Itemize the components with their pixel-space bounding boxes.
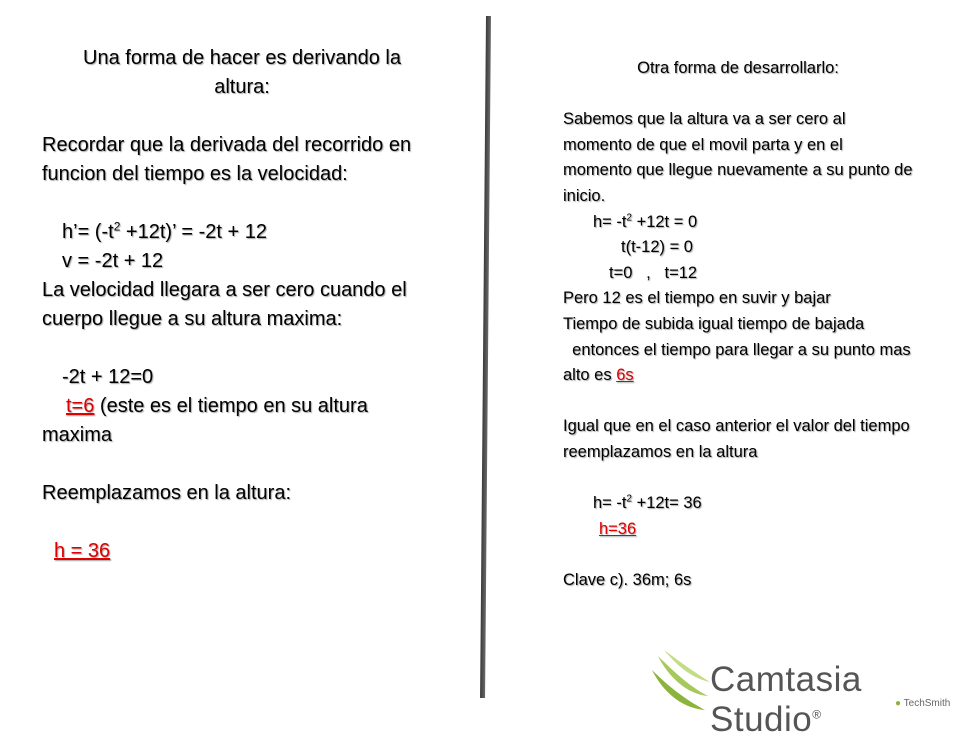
left-column (42, 44, 442, 566)
right-column (563, 56, 916, 593)
right-title: Otra forma de desarrollarlo: (637, 59, 839, 77)
techsmith-icon: ● (895, 698, 904, 709)
left-intro: Recordar que la derivada del recorrido en funcion del tiempo es la velocidad: (42, 134, 412, 185)
left-velocity-equation: v = -2t + 12 (62, 250, 164, 272)
right-roots: t=0 , t=12 (609, 263, 698, 282)
left-replace-text: Reemplazamos en la altura: (42, 482, 292, 504)
right-para-max-time: entonces el tiempo para llegar a su punto mas alto es 6s (563, 340, 916, 385)
left-title-line-2: altura: (214, 76, 270, 98)
right-final-height-equation: $h= -t^2 +12t= 36$ (593, 493, 702, 513)
left-time-value: t=6 (66, 395, 95, 417)
right-para-replace: Igual que en el caso anterior el valor del tiempo reemplazamos en la altura (563, 417, 910, 461)
left-velocity-paragraph: La velocidad llegara a ser cero cuando el cuerpo llegue a su altura maxima: (42, 279, 407, 330)
left-time-result: t=6 (este es el tiempo en su altura (66, 395, 368, 417)
right-intro: Sabemos que la altura va a ser cero al momento de que el movil parta y en el momento que llegue nuevamente a su punto de inicio. (563, 110, 913, 205)
right-final-answer: Clave c). 36m; 6s (563, 570, 692, 589)
techsmith-text: ● TechSmith (895, 698, 951, 709)
left-title-line-1: Una forma de hacer es derivando la (83, 47, 401, 69)
right-height-equation: $h= -t^2 +12t = 0$ (593, 212, 698, 231)
left-derivative-equation: h’= $(-t^2 +12t)$’ = -2t + 12 (62, 219, 267, 243)
column-divider (480, 16, 491, 698)
right-factored-equation: t(t-12) = 0 (621, 238, 693, 257)
right-time-value: 6s (616, 366, 634, 385)
left-time-result-cont: maxima (42, 424, 113, 446)
camtasia-brand-text: Camtasia Studio® (710, 660, 862, 739)
right-answer: h=36 (599, 519, 637, 538)
left-zero-equation: -2t + 12=0 (62, 366, 154, 388)
left-answer: h = 36 (54, 540, 111, 562)
left-title (42, 44, 442, 102)
right-para-equal-times: Tiempo de subida igual tiempo de bajada (563, 314, 865, 333)
right-para-total-time: Pero 12 es el tiempo en suvir y bajar (563, 289, 831, 308)
